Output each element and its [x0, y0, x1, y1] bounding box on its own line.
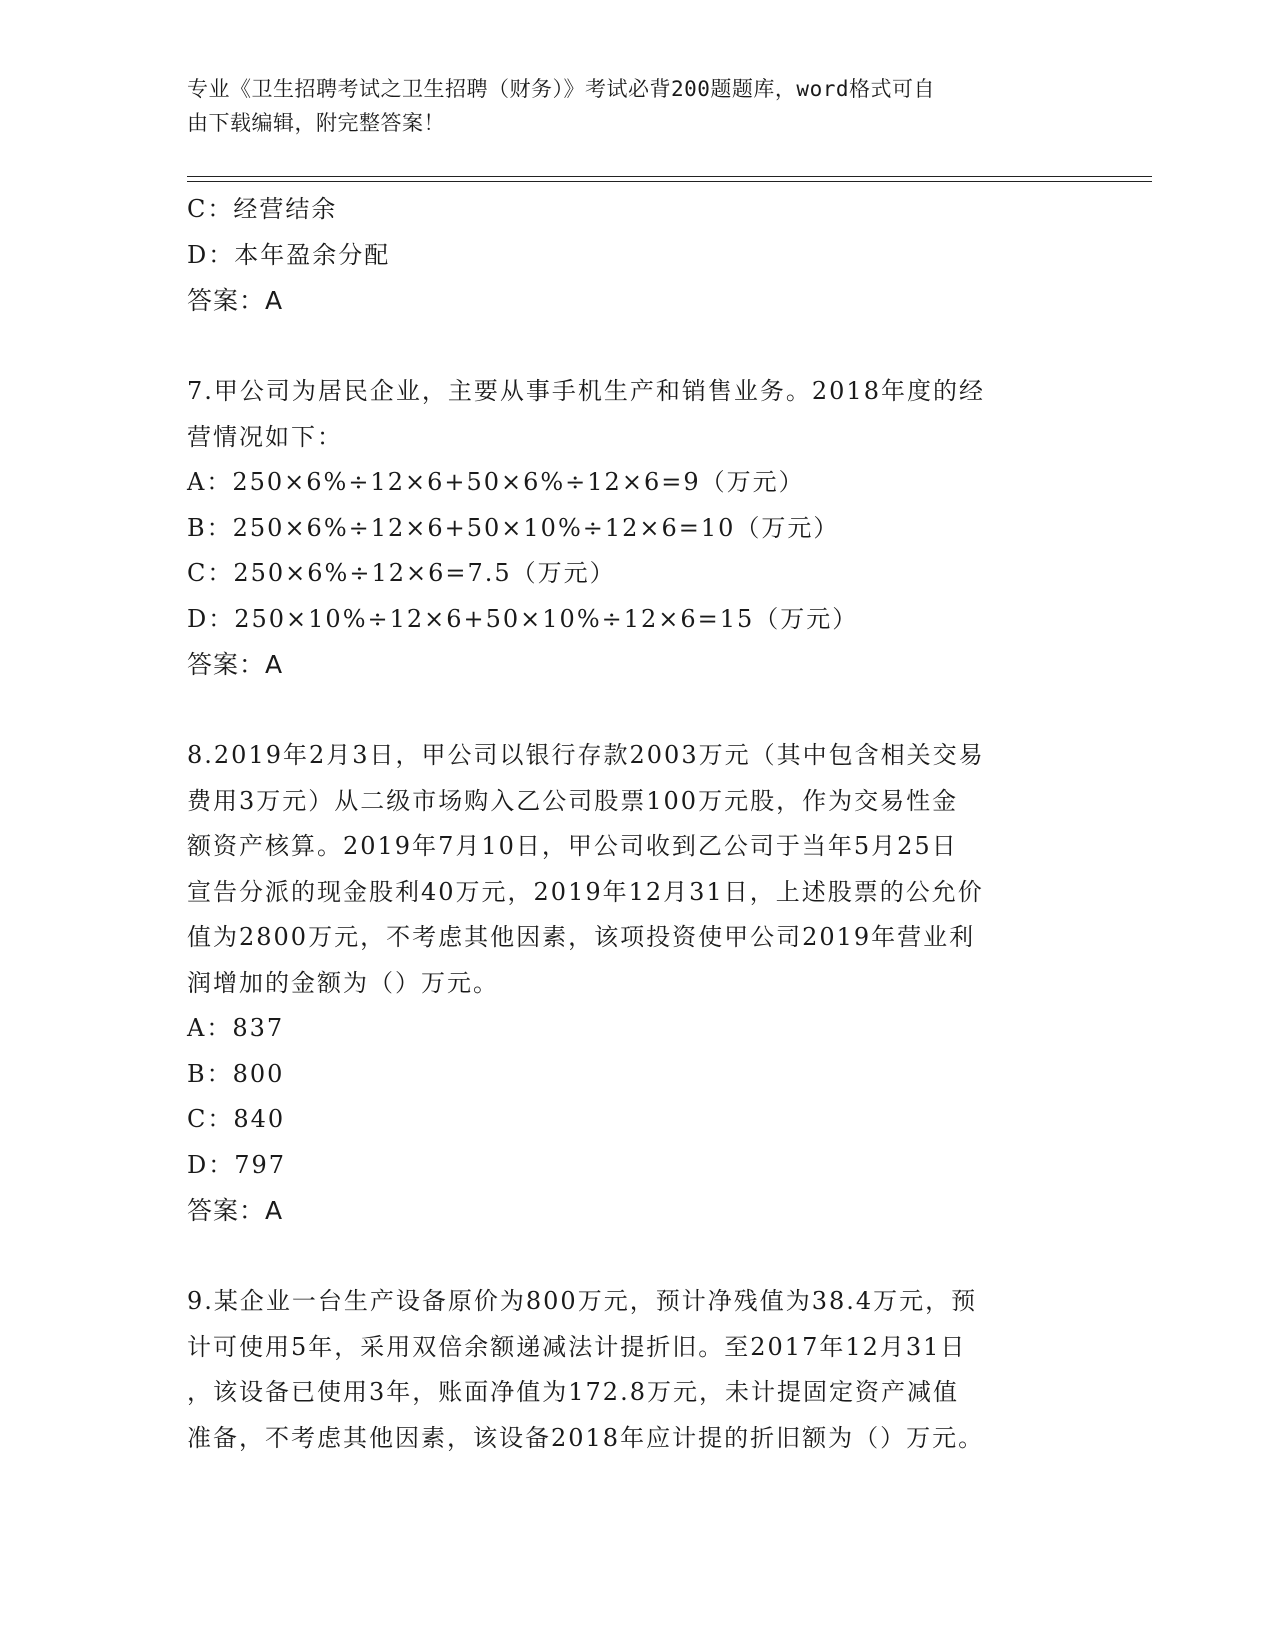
q8-option-a: A：837: [187, 1014, 285, 1042]
q8-stem-line-3: 额资产核算。2019年7月10日，甲公司收到乙公司于当年5月25日: [187, 832, 958, 860]
q9-stem-line-1: 9.某企业一台生产设备原价为800万元，预计净残值为38.4万元，预: [187, 1287, 978, 1315]
q7-option-d: D：250×10%÷12×6+50×10%÷12×6=15（万元）: [187, 604, 859, 633]
document-body: [187, 187, 1087, 1461]
q8-stem-line-5: 值为2800万元，不考虑其他因素，该项投资使甲公司2019年营业利: [187, 923, 976, 951]
q8-option-b: B：800: [187, 1059, 285, 1088]
spacer: [187, 324, 1087, 370]
document-header: [187, 72, 1067, 140]
header-rule-top: [187, 176, 1152, 177]
q8-option-c: C：840: [187, 1105, 286, 1133]
q6-answer: 答案：A: [187, 286, 284, 315]
spacer: [187, 688, 1087, 734]
q7-option-c: C：250×6%÷12×6=7.5（万元）: [187, 559, 616, 587]
header-rule-bottom: [187, 181, 1152, 182]
q6-option-d: D：本年盈余分配: [187, 240, 391, 269]
spacer: [187, 1234, 1087, 1280]
q8-stem-line-4: 宣告分派的现金股利40万元，2019年12月31日，上述股票的公允价: [187, 877, 984, 906]
q7-option-b: B：250×6%÷12×6+50×10%÷12×6=10（万元）: [187, 513, 840, 542]
q7-answer: 答案：A: [187, 650, 284, 679]
q9-stem-line-4: 准备，不考虑其他因素，该设备2018年应计提的折旧额为（）万元。: [187, 1423, 985, 1452]
q9-stem-line-3: ，该设备已使用3年，账面净值为172.8万元，未计提固定资产减值: [187, 1378, 959, 1406]
q8-option-d: D：797: [187, 1150, 287, 1179]
q8-stem-line-6: 润增加的金额为（）万元。: [187, 968, 499, 997]
q9-stem-line-2: 计可使用5年，采用双倍余额递减法计提折旧。至2017年12月31日: [187, 1332, 967, 1361]
q8-stem-line-1: 8.2019年2月3日，甲公司以银行存款2003万元（其中包含相关交易: [187, 741, 985, 769]
q8-answer: 答案：A: [187, 1196, 284, 1225]
q7-option-a: A：250×6%÷12×6+50×6%÷12×6=9（万元）: [187, 468, 805, 496]
header-line-2: 由下载编辑，附完整答案！: [187, 111, 445, 135]
header-line-1: 专业《卫生招聘考试之卫生招聘（财务）》考试必背200题题库，word格式可自: [187, 77, 935, 101]
q8-stem-line-2: 费用3万元）从二级市场购入乙公司股票100万元股，作为交易性金: [187, 786, 959, 815]
q6-option-c: C：经营结余: [187, 195, 338, 223]
q7-stem-line-2: 营情况如下：: [187, 422, 343, 451]
q7-stem-line-1: 7.甲公司为居民企业，主要从事手机生产和销售业务。2018年度的经: [187, 377, 985, 405]
